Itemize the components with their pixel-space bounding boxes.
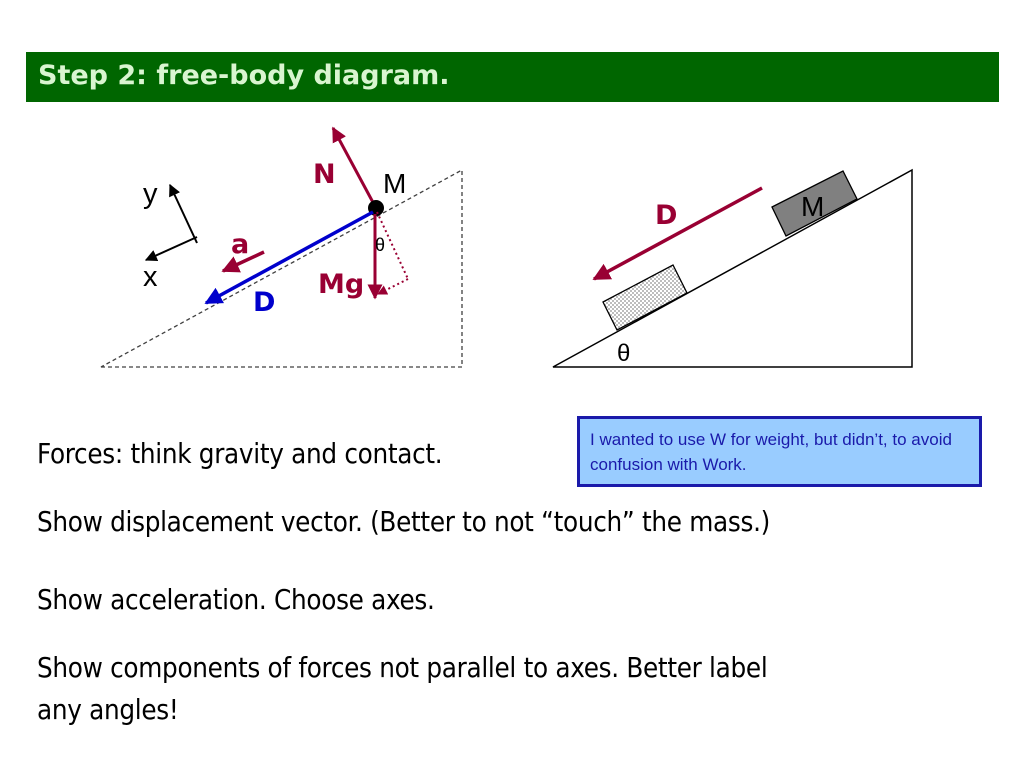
- note-box: [577, 416, 982, 487]
- displacement-label-right: D: [655, 200, 678, 231]
- body-line-displacement: Show displacement vector. (Better to not “touch” the mass.): [37, 506, 771, 538]
- body-line-forces: Forces: think gravity and contact.: [37, 438, 443, 470]
- x-axis-arrow: [146, 237, 197, 260]
- right-incline-diagram: [553, 170, 912, 367]
- acceleration-label: a: [231, 229, 250, 260]
- body-line-angles: any angles!: [37, 694, 179, 726]
- weight-parallel-component: [378, 279, 408, 294]
- y-axis-arrow: [170, 185, 197, 243]
- note-text: I wanted to use W for weight, but didn’t, to avoid confusion with Work.: [590, 430, 952, 474]
- body-line-components: Show components of forces not parallel to axes. Better label: [37, 652, 768, 684]
- angle-label-right: θ: [617, 340, 631, 367]
- body-line-acceleration: Show acceleration. Choose axes.: [37, 584, 435, 616]
- weight-label: Mg: [318, 269, 365, 300]
- page-title: Step 2: free-body diagram.: [38, 60, 450, 91]
- x-axis-label: x: [143, 261, 158, 293]
- left-free-body-diagram: [101, 128, 462, 367]
- normal-force-arrow: [333, 128, 376, 208]
- incline: [553, 170, 912, 367]
- displacement-label: D: [253, 287, 276, 318]
- mass-label: M: [383, 168, 407, 199]
- y-axis-label: y: [143, 178, 158, 210]
- block-mass-label: M: [801, 191, 825, 222]
- angle-label-left: θ: [375, 235, 386, 255]
- normal-force-label: N: [313, 159, 336, 190]
